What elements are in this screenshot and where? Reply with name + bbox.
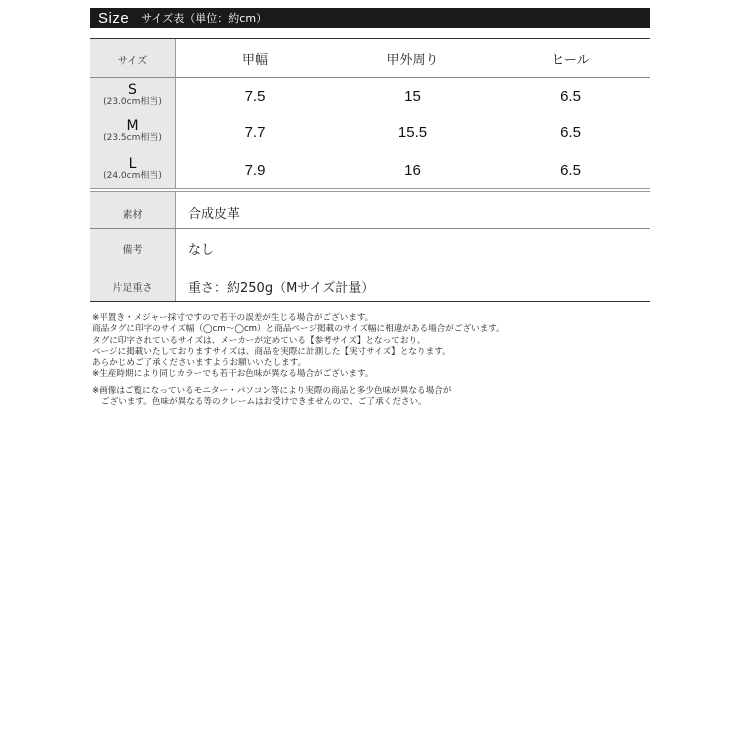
size-table-header (90, 8, 650, 28)
value-cell: 16 (404, 162, 421, 179)
column-header-heel: ヒール (551, 53, 590, 68)
info-column-divider (175, 192, 176, 301)
remarks-label: 備考 (122, 245, 143, 256)
size-column-divider (175, 39, 176, 188)
weight-label: 片足重さ (112, 283, 153, 294)
table-bottom-border (90, 301, 650, 302)
size-heading: Size (98, 9, 130, 27)
table-top-border (90, 38, 650, 39)
material-value: 合成皮革 (188, 207, 241, 222)
note-line: ※生産時期により同じカラーでも若干お色味が異なる場合がございます。 (92, 369, 374, 380)
value-cell: 7.9 (244, 162, 266, 179)
size-equivalent: (24.0cm相当) (103, 171, 162, 181)
column-header-circumference: 甲外周り (386, 53, 439, 68)
note-line: ページに掲載いたしておりますサイズは、商品を実際に計測した【実寸サイズ】となります。 (92, 346, 451, 357)
size-letter: S (128, 82, 137, 98)
info-divider (90, 228, 650, 229)
table-row-label (90, 83, 175, 108)
note-line: ございます。色味が異なる等のクレームはお受けできませんので、ご了承ください。 (101, 397, 427, 408)
note-line: あらかじめご了承くださいますようお願いいたします。 (92, 358, 307, 369)
size-column-label: サイズ (117, 56, 148, 67)
table-row-label (90, 119, 175, 144)
column-header-width: 甲幅 (241, 53, 268, 68)
size-letter: M (126, 118, 139, 134)
note-line: ※平置き・メジャー採寸ですので若干の誤差が生じる場合がございます。 (92, 313, 374, 323)
table-row-label (90, 157, 175, 182)
size-letter: L (128, 156, 137, 172)
value-cell: 6.5 (560, 124, 581, 141)
value-cell: 15 (404, 88, 421, 105)
value-cell: 7.5 (244, 88, 266, 105)
weight-value: 重さ：約250g（Mサイズ計量） (188, 281, 375, 296)
note-line: タグに印字されているサイズは、メーカーが定めている【参考サイズ】となっており、 (92, 335, 426, 346)
size-table-subtitle: サイズ表（単位：約cm） (141, 12, 268, 25)
size-equivalent: (23.5cm相当) (103, 133, 162, 143)
header-divider (90, 77, 650, 78)
section-divider (90, 188, 650, 192)
value-cell: 6.5 (560, 88, 581, 105)
value-cell: 7.7 (244, 124, 266, 141)
value-cell: 15.5 (397, 124, 428, 141)
material-label: 素材 (122, 210, 143, 221)
size-equivalent: (23.0cm相当) (103, 97, 162, 107)
value-cell: 6.5 (560, 162, 581, 179)
remarks-value: なし (188, 243, 215, 258)
notes-section (92, 313, 652, 408)
note-line: 商品タグに印字のサイズ幅（◯cm～◯cm）と商品ページ掲載のサイズ幅に相違がある場合がございます。 (92, 324, 505, 335)
note-line: ※画像はご覧になっているモニター・パソコン等により実際の商品と多少色味が異なる場合が (92, 385, 452, 396)
